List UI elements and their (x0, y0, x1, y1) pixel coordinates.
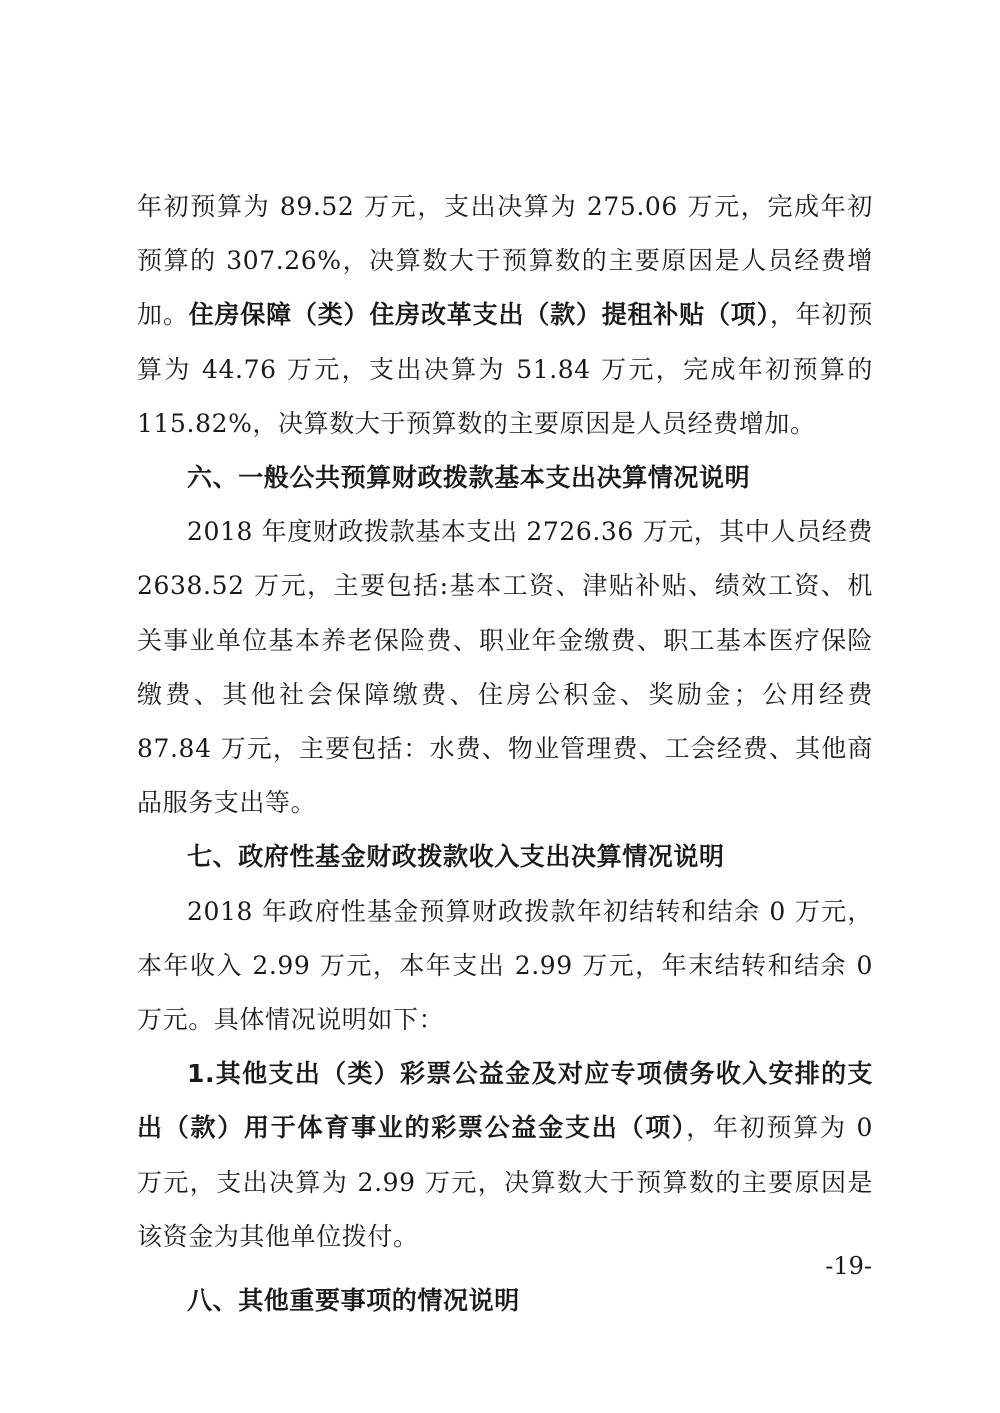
paragraph-text: ，年初预算为 0 万元，支出决算为 2.99 万元，决算数大于预算数的主要原因是该资金为其他单位拨付。 (137, 1113, 873, 1251)
paragraph-text: 年初预算为 89.52 万元，支出决算为 275.06 万元，完成年初预算的 307.26%，决算数大于预算数的主要原因是人员经费增加。 (137, 192, 873, 330)
section-heading-7: 七、政府性基金财政拨款收入支出决算情况说明 (187, 842, 725, 872)
paragraph-bold-text: 住房保障（类）住房改革支出（款）提租补贴（项） (188, 300, 770, 330)
section-heading-8: 八、其他重要事项的情况说明 (187, 1286, 520, 1316)
document-body (137, 180, 873, 1328)
section-heading-6: 六、一般公共预算财政拨款基本支出决算情况说明 (187, 463, 751, 493)
paragraph-lottery-fund (137, 1047, 873, 1264)
paragraph-text: ，年初预算为 44.76 万元，支出决算为 51.84 万元，完成年初预算的 115.82%，决算数大于预算数的主要原因是人员经费增加。 (137, 300, 873, 438)
paragraph-government-fund: 2018 年政府性基金预算财政拨款年初结转和结余 0 万元，本年收入 2.99 万元，本年支出 2.99 万元，年末结转和结余 0 万元。具体情况说明如下： (137, 896, 873, 1035)
page-number: -19- (825, 1252, 872, 1280)
paragraph-basic-expenditure: 2018 年度财政拨款基本支出 2726.36 万元，其中人员经费 2638.52 万元，主要包括:基本工资、津贴补贴、绩效工资、机关事业单位基本养老保险费、职业年金缴费、职工基本医疗保险缴费、其他社会保障缴费、住房公积金、奖励金；公用经费 87.84 万元，主要包括：水费、物业管理费、工会经费、其他商品服务支出等。 (137, 517, 873, 818)
paragraph-bold-text: 1.其他支出（类）彩票公益金及对应专项债务收入安排的支出（款）用于体育事业的彩票公益金支出（项） (137, 1059, 873, 1143)
paragraph-housing-subsidy (137, 180, 873, 451)
